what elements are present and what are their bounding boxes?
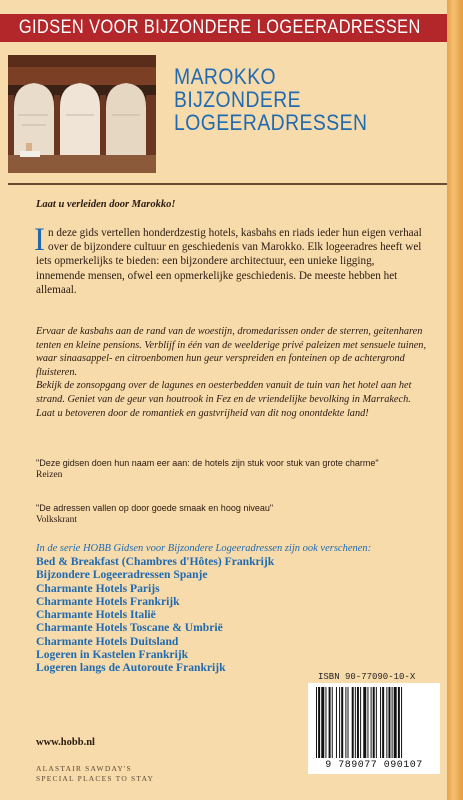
barcode-bar [325, 687, 326, 759]
series-banner [0, 14, 447, 42]
quote-text: "De adressen vallen op door goede smaak en hoog niveau" [36, 503, 274, 513]
barcode-bar [355, 687, 356, 759]
series-banner-text: GIDSEN VOOR BIJZONDERE LOGEERADRESSEN [18, 17, 421, 38]
top-margin [0, 0, 447, 14]
intro-text: n deze gids vertellen honderdzestig hotels, kasbahs en riads ieder hun eigen verhaal over de bijzondere cultuur en geschiedenis van Marokko. Elk logeeradres heeft wel iets opmerkelijks te bieden: een bijzondere architectuur, een unieke ligging, innemende mensen, ofwel een opmerkelijke geschiedenis. De meeste hebben het allemaal. [36, 227, 422, 296]
quote-source: Reizen [36, 470, 63, 480]
barcode-bar [345, 687, 346, 759]
barcode-bar [371, 687, 372, 759]
series-intro: In de serie HOBB Gidsen voor Bijzondere Logeeradressen zijn ook verschenen: [36, 543, 372, 554]
press-quote [36, 502, 432, 526]
series-item: Bed & Breakfast (Chambres d'Hôtes) Frankrijk [36, 555, 275, 568]
quote-source: Volkskrant [36, 515, 77, 525]
description-line-c: Bekijk de zonsopgang over de lagunes en oesterbedden vanuit de tuin van het hotel aan het strand. [36, 380, 412, 405]
publisher-line-2: SPECIAL PLACES TO STAY [36, 773, 155, 783]
isbn-label: ISBN 90-77090-10-X [318, 672, 416, 682]
barcode-bar [321, 687, 324, 759]
barcode-bar [386, 687, 387, 759]
tagline: Laat u verleiden door Marokko! [36, 199, 176, 210]
title-line-3: LOGEERADRESSEN [174, 110, 368, 135]
series-list [36, 542, 432, 675]
description-paragraph [36, 325, 432, 420]
series-item: Charmante Hotels Parijs [36, 581, 160, 595]
barcode-bar [363, 687, 366, 759]
drop-cap: I [34, 222, 45, 258]
barcode-bar [360, 687, 361, 759]
barcode-bar [329, 687, 331, 759]
barcode-bar [341, 687, 343, 759]
publisher-logo [36, 764, 154, 783]
barcode-bar [398, 687, 400, 759]
barcode-bar [394, 687, 397, 759]
barcode-bar [336, 687, 337, 759]
cover-photo-arches [8, 55, 156, 173]
series-item: Charmante Hotels Duitsland [36, 634, 179, 648]
quote-text: "Deze gidsen doen hun naam eer aan: de hotels zijn stuk voor stuk van grote charme" [36, 458, 379, 468]
barcode [308, 683, 440, 761]
title-line-2: BIJZONDERE [174, 87, 302, 112]
series-item: Charmante Hotels Italië [36, 608, 156, 622]
publisher-line-1: ALASTAIR SAWDAY'S [36, 764, 132, 773]
barcode-bar [348, 687, 349, 759]
description-line-e: Laat u betoveren door de romantiek en gastvrijheid van dit nog onontdekte land! [36, 407, 369, 419]
barcode-bar [367, 687, 368, 759]
barcode-bar [380, 687, 381, 759]
barcode-bar [392, 687, 393, 759]
book-title [174, 66, 444, 134]
barcode-bar [332, 687, 333, 759]
series-item: Logeren langs de Autoroute Frankrijk [36, 661, 226, 675]
barcode-bar [316, 687, 317, 759]
barcode-bars [308, 683, 440, 761]
barcode-bar [388, 687, 390, 759]
description-line-d: Geniet van de geur van houtrook in Fez en de vriendelijke bevolking in Marrakech. [67, 393, 411, 405]
barcode-bar [318, 687, 320, 759]
series-item: Charmante Hotels Frankrijk [36, 594, 180, 608]
spine-edge [447, 0, 463, 800]
barcode-bar [357, 687, 359, 759]
description-line-a: Ervaar de kasbahs aan de rand van de woestijn, dromedarissen onder de sterren, geitenharen tenten en kleine pensions. [36, 326, 423, 351]
series-item: Logeren in Kastelen Frankrijk [36, 648, 189, 662]
barcode-bar [339, 687, 340, 759]
barcode-bar [376, 687, 377, 759]
website-link[interactable]: www.hobb.nl [36, 737, 95, 748]
barcode-number: 9 789077 090107 [308, 758, 440, 774]
barcode-bar [373, 687, 375, 759]
divider-line [8, 183, 447, 185]
barcode-bar [352, 687, 354, 759]
description-line-b: Verblijf in één van de weelderige privé paleizen met sensuele tuinen, waar sinaasappel- en citroenbomen hun geur verspreiden en fonteinen op de achtergrond fluisteren. [36, 339, 427, 378]
arches-image [8, 55, 156, 173]
barcode-bar [401, 687, 402, 759]
intro-paragraph [34, 222, 424, 297]
barcode-bar [382, 687, 384, 759]
press-quote [36, 457, 432, 481]
series-item: Charmante Hotels Toscane & Umbrië [36, 621, 223, 635]
series-item: Bijzondere Logeeradressen Spanje [36, 568, 208, 582]
title-line-1: MAROKKO [174, 64, 277, 89]
